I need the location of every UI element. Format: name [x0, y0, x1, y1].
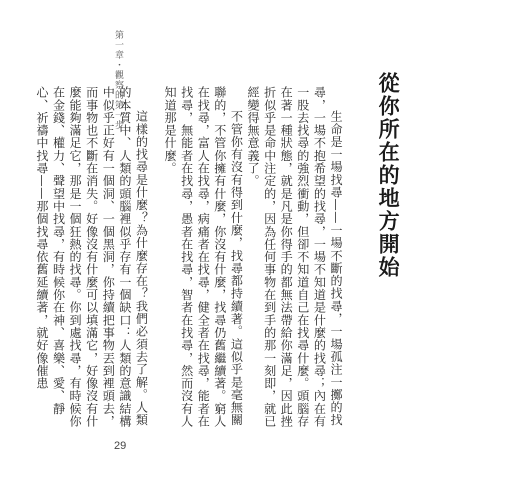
- body-text: [33, 86, 344, 432]
- paragraph: 生命是一場找尋——一場不斷的找尋，一場孤注一擲的找尋，一場不抱希望的找尋，一場不知道是什麼的找尋；內在有一股去找尋的強烈衝動，但卻不知道自己在找尋什麼。頭腦存在著一種狀態，就是凡是你得手的都無法帶給你滿足，因此挫折似乎是命中注定的，因為任何事物在到手的那一刻即，就已經變得無意義了。: [246, 86, 343, 428]
- page-number: 29: [114, 440, 127, 452]
- paragraph: 這樣的找尋是什麼？為什麼存在？我們必須去了解。人類的本質中、人類的頭腦裡似乎存有一個缺口：人類的意識結構中似乎正好有一個洞、一個黑洞，你持續把事物丟到裡頭去，而事物也不斷在消失。好像沒有什麼可以填滿它，好像沒有什麼能夠滿足它，那是一個狂熱的找尋。你到處找尋，有時候你在金錢、權力、聲望中找尋，有時候你在神、喜樂、愛、靜心、祈禱中找尋——那個找尋依舊延續著，就好像催患: [34, 86, 149, 428]
- paragraph: 不管你有沒有得到什麼，找尋都持續著。這似乎是毫無關聯的，不管你擁有什麼，你沒有什麼，找尋仍舊繼續著。窮人在找尋，富人在找尋，病痛者在找尋，健全者在找尋，能者在找尋，無能者在找尋，愚者在找尋，智者在找尋，然而沒有人知道那是什麼。: [163, 86, 244, 428]
- chapter-title: 從你所在的地方開始: [376, 72, 402, 279]
- running-head: 第一章・觀察的第一步: [113, 30, 123, 130]
